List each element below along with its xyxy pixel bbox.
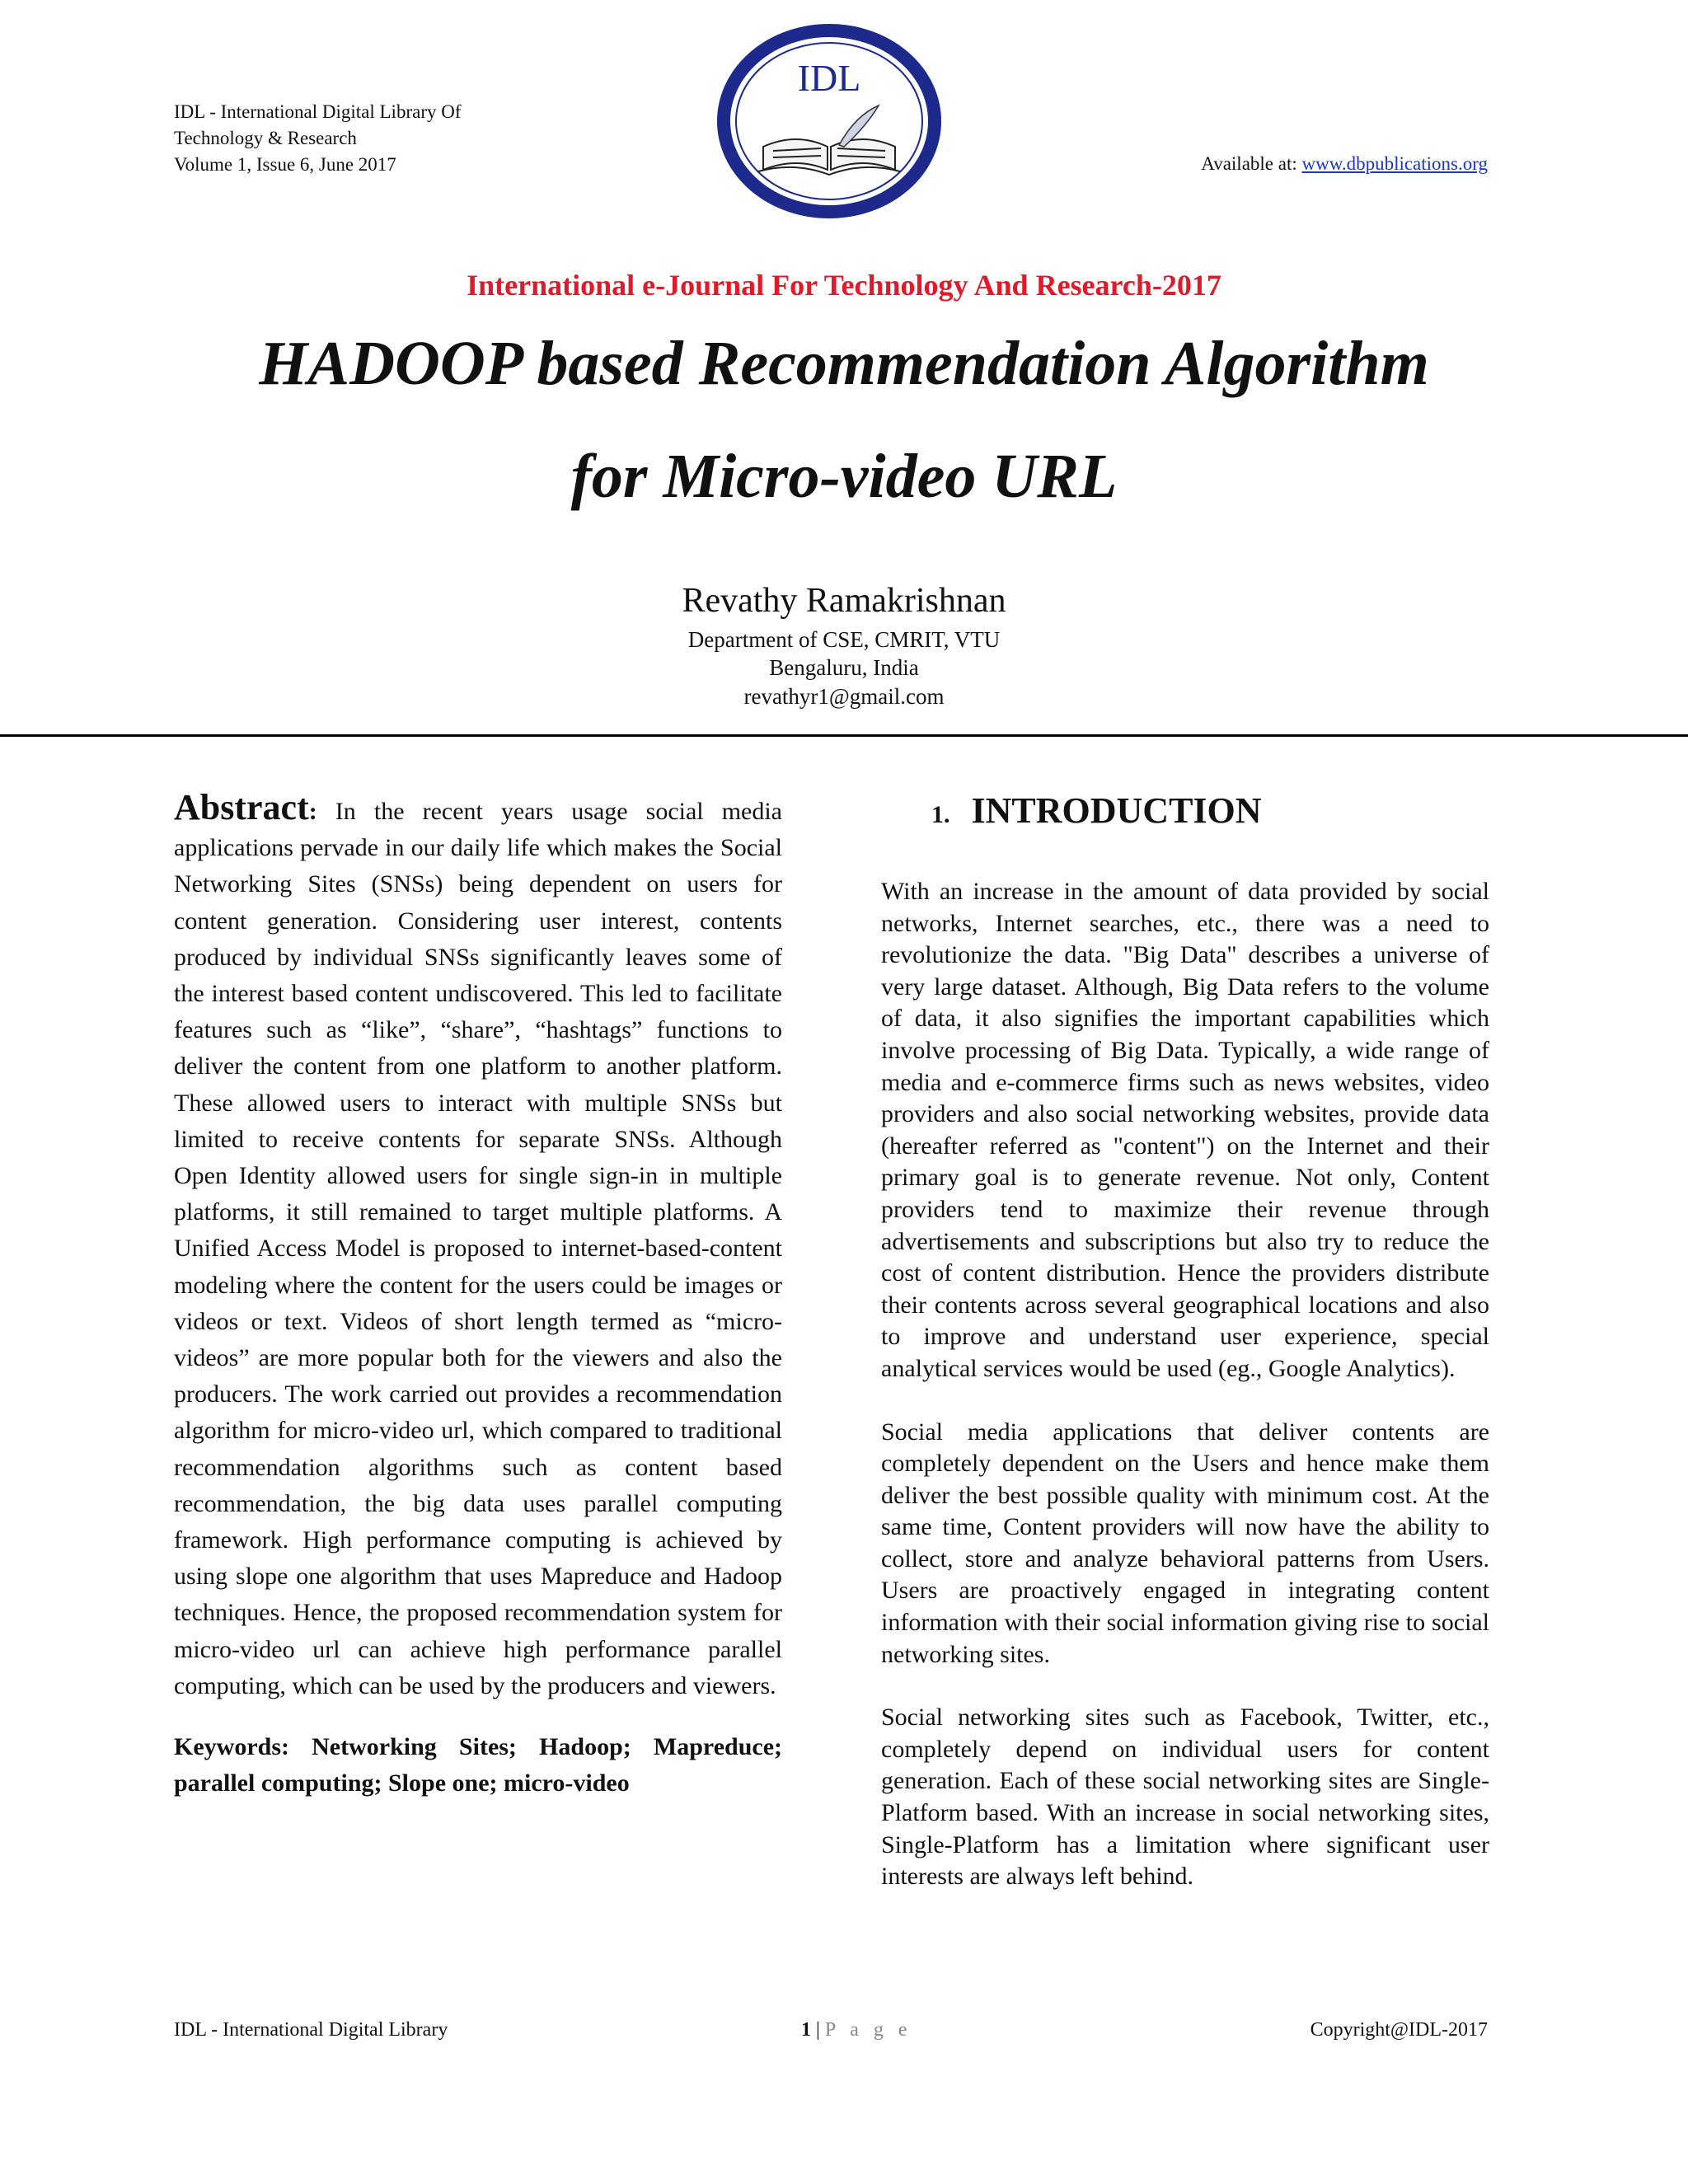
footer-library: IDL - International Digital Library <box>174 2019 448 2041</box>
header-line-2: Technology & Research <box>174 128 357 148</box>
intro-paragraph-1: With an increase in the amount of data provided by social networks, Internet searches, etc., there was a need to revolutionize the data. "Big Data" describes a universe of very large dataset. Although, Big Data refers to the volume of data, it also signifies the important capabilities which involve processing of Big Data. Typically, a wide range of media and e-commerce firms such as news websites, video providers and also social networking websites, provide data (hereafter referred as "content") on the Internet and their primary goal is to generate revenue. Not only, Content providers tend to maximize their revenue through advertisements and subscriptions but also try to reduce the cost of content distribution. Hence the providers distribute their contents across several geographical locations and also to improve and understand user experience, special analytical services would be used (eg., Google Analytics). <box>881 878 1489 1382</box>
abstract-colon: : <box>308 798 317 825</box>
abstract-paragraph <box>174 787 782 1704</box>
availability <box>1201 151 1488 177</box>
footer-page <box>801 2019 912 2041</box>
author-department: Department of CSE, CMRIT, VTU <box>687 627 1001 652</box>
footer-copyright: Copyright@IDL-2017 <box>1310 2019 1488 2041</box>
section-number: 1. <box>931 801 950 828</box>
journal-name: International e-Journal For Technology And Research-2017 <box>467 269 1221 302</box>
intro-paragraph-3: Social networking sites such as Facebook, Twitter, etc., completely depend on individual users for content generation. Each of these social networking sites are Single-Platform based. With an increase in social networking sites, Single-Platform has a limitation where significant user interests are always left behind. <box>881 1704 1489 1891</box>
paper-title-line-2: for Micro-video URL <box>570 442 1118 511</box>
abstract-body: In the recent years usage social media applications pervade in our daily life which makes the Social Networking Sites (SNSs) being dependent on users for content generation. Considering user interest, contents produced by individual SNSs significantly leaves some of the interest based content undiscovered. This led to facilitate features such as “like”, “share”, “hashtags” functions to deliver the content from one platform to another platform. These allowed users to interact with multiple SNSs but limited to receive contents for separate SNSs. Although Open Identity allowed users for single sign-in in multiple platforms, it still remained to target multiple platforms. A Unified Access Model is proposed to internet-based-content modeling where the content for the users could be images or videos or text. Videos of short length termed as “micro-videos” are more popular both for the viewers and also the producers. The work carried out provides a recommendation algorithm for micro-video url, which compared to traditional recommendation algorithms such as content based recommendation, the big data uses parallel computing framework. High performance computing is achieved by using slope one algorithm that uses Mapreduce and Hadoop techniques. Hence, the proposed recommendation system for micro-video url can achieve high performance parallel computing, which can be used by the producers and viewers. <box>174 798 782 1699</box>
header-divider <box>0 734 1688 737</box>
author-email: revathyr1@gmail.com <box>743 684 945 709</box>
author-name: Revathy Ramakrishnan <box>682 582 1006 620</box>
header-journal-info <box>174 99 462 178</box>
introduction-section <box>881 876 1489 1924</box>
author-location: Bengaluru, India <box>769 655 919 680</box>
header-line-3: Volume 1, Issue 6, June 2017 <box>174 154 396 175</box>
idl-logo <box>715 23 943 219</box>
publisher-link[interactable]: www.dbpublications.org <box>1301 153 1488 174</box>
abstract-heading: Abstract <box>174 787 309 827</box>
intro-paragraph-2: Social media applications that deliver contents are completely dependent on the Users and hence make them deliver the best possible quality with minimum cost. At the same time, Content providers will now have the ability to collect, store and analyze behavioral patterns from Users. Users are proactively engaged in integrating content information with their social information giving rise to social networking sites. <box>881 1418 1489 1668</box>
page-number: 1 <box>801 2019 811 2041</box>
page-label: P a g e <box>824 2019 912 2041</box>
section-title: INTRODUCTION <box>971 790 1262 831</box>
introduction-heading <box>931 790 1262 832</box>
logo-text: IDL <box>797 57 861 99</box>
page-separator: | <box>811 2019 825 2041</box>
paper-title-line-1: HADOOP based Recommendation Algorithm <box>259 329 1429 398</box>
header-line-1: IDL - International Digital Library Of <box>174 101 462 122</box>
available-label: Available at: <box>1201 153 1302 174</box>
abstract-section <box>174 787 782 1802</box>
keywords: Keywords: Networking Sites; Hadoop; Mapreduce; parallel computing; Slope one; micro-video <box>174 1733 782 1797</box>
